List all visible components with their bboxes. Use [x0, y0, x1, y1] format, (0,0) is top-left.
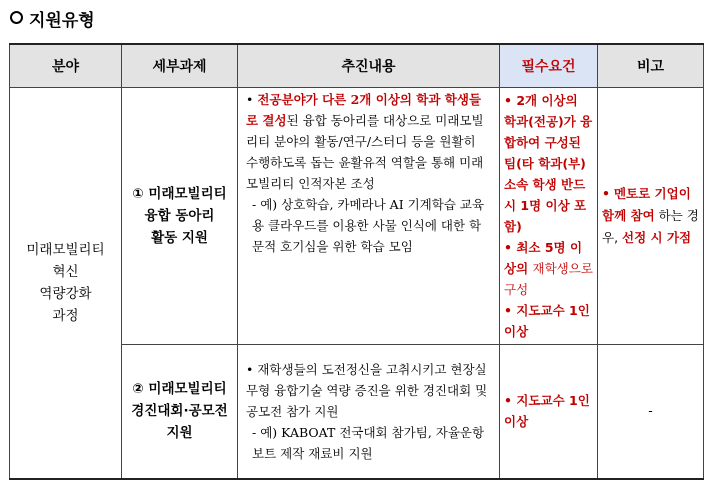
- task-line: 융합 동아리: [144, 207, 215, 224]
- note-cell: [598, 344, 704, 479]
- content-body: 재학생들의 도전정신을 고취시키고 현장실무형 융합기술 역량 증진을 위한 경진대회 및 공모전 참가 지원: [246, 361, 488, 419]
- header-content: 추진내용: [238, 44, 500, 87]
- field-line: 혁신: [52, 263, 79, 280]
- requirement-text: 지도교수 1인 이상: [504, 302, 590, 339]
- header-task: 세부과제: [122, 44, 238, 87]
- field-line: 역량강화: [39, 285, 92, 302]
- support-type-table: [9, 43, 704, 480]
- example-text: 상호학습, 카메라나 AI 기계학습 교육용 클라우드를 이용한 사물 인식에 대한 학문적 호기심을 위한 학습 모임: [252, 196, 485, 254]
- requirement-item: [504, 300, 593, 342]
- table-row: [10, 87, 704, 344]
- example-prefix: - 예): [252, 424, 278, 440]
- content-text: [246, 359, 491, 422]
- content-body: 된 융합 동아리를 대상으로 미래모빌리티 분야의 활동/연구/스터디 등을 원활히 수행하도록 돕는 윤활유적 역할을 통해 미래모빌리티 인적자본 조성: [246, 112, 484, 191]
- bullet-icon: •: [504, 393, 512, 409]
- field-line: 과정: [52, 307, 79, 324]
- requirements-cell: [500, 87, 598, 344]
- field-line: 미래모빌리티: [26, 241, 105, 258]
- bullet-icon: •: [504, 92, 512, 108]
- field-cell: [10, 87, 122, 479]
- content-example: [246, 422, 491, 464]
- note-highlight: 멘토로 기업이 함께 참여: [602, 185, 691, 223]
- task-line: 경진대회·공모전: [131, 403, 228, 420]
- content-cell: [238, 87, 500, 344]
- content-cell: [238, 344, 500, 479]
- requirement-item: [504, 90, 593, 237]
- header-note: 비고: [598, 44, 704, 87]
- task-cell: [122, 87, 238, 344]
- example-prefix: - 예): [252, 196, 278, 212]
- circle-bullet-icon: [10, 11, 23, 24]
- note-cell: [598, 87, 704, 344]
- header-field: 분야: [10, 44, 122, 87]
- bullet-icon: •: [246, 361, 254, 377]
- content-highlight: 전공분야가 다른 2개 이상의 학과 학생들로 결성: [246, 91, 482, 128]
- bullet-icon: •: [504, 239, 512, 255]
- note-text: -: [648, 403, 653, 419]
- task-line: 지원: [166, 425, 193, 442]
- bullet-icon: •: [602, 185, 610, 201]
- content-example: [246, 194, 491, 257]
- header-requirements: 필수요건: [500, 44, 598, 87]
- note-highlight: 선정 시 가점: [622, 229, 692, 245]
- requirement-text: 지도교수 1인 이상: [504, 393, 590, 430]
- section-title: [10, 6, 95, 31]
- example-text: KABOAT 전국대회 참가팀, 자율운항보트 제작 재료비 지원: [252, 424, 485, 461]
- requirement-text: 재학생으로 구성: [504, 260, 593, 297]
- content-text: [246, 89, 491, 194]
- requirement-text: 2개 이상의 학과(전공)가 융합하여 구성된 팀(타 학과(부) 소속 학생 반드시 1명 이상 포함): [504, 92, 593, 234]
- bullet-icon: •: [246, 91, 254, 107]
- requirement-item: [504, 237, 593, 300]
- section-title-text: 지원유형: [29, 11, 95, 31]
- table-header-row: [10, 44, 704, 87]
- note-text: 하는 경우,: [602, 207, 699, 245]
- task-line: 활동 지원: [151, 229, 208, 246]
- requirement-item: [504, 390, 593, 432]
- requirement-text: 최소 5명 이상의: [504, 239, 583, 276]
- task-cell: [122, 344, 238, 479]
- task-line: ② 미래모빌리티: [132, 381, 227, 398]
- bullet-icon: •: [504, 302, 512, 318]
- requirements-cell: [500, 344, 598, 479]
- task-line: ① 미래모빌리티: [132, 185, 227, 202]
